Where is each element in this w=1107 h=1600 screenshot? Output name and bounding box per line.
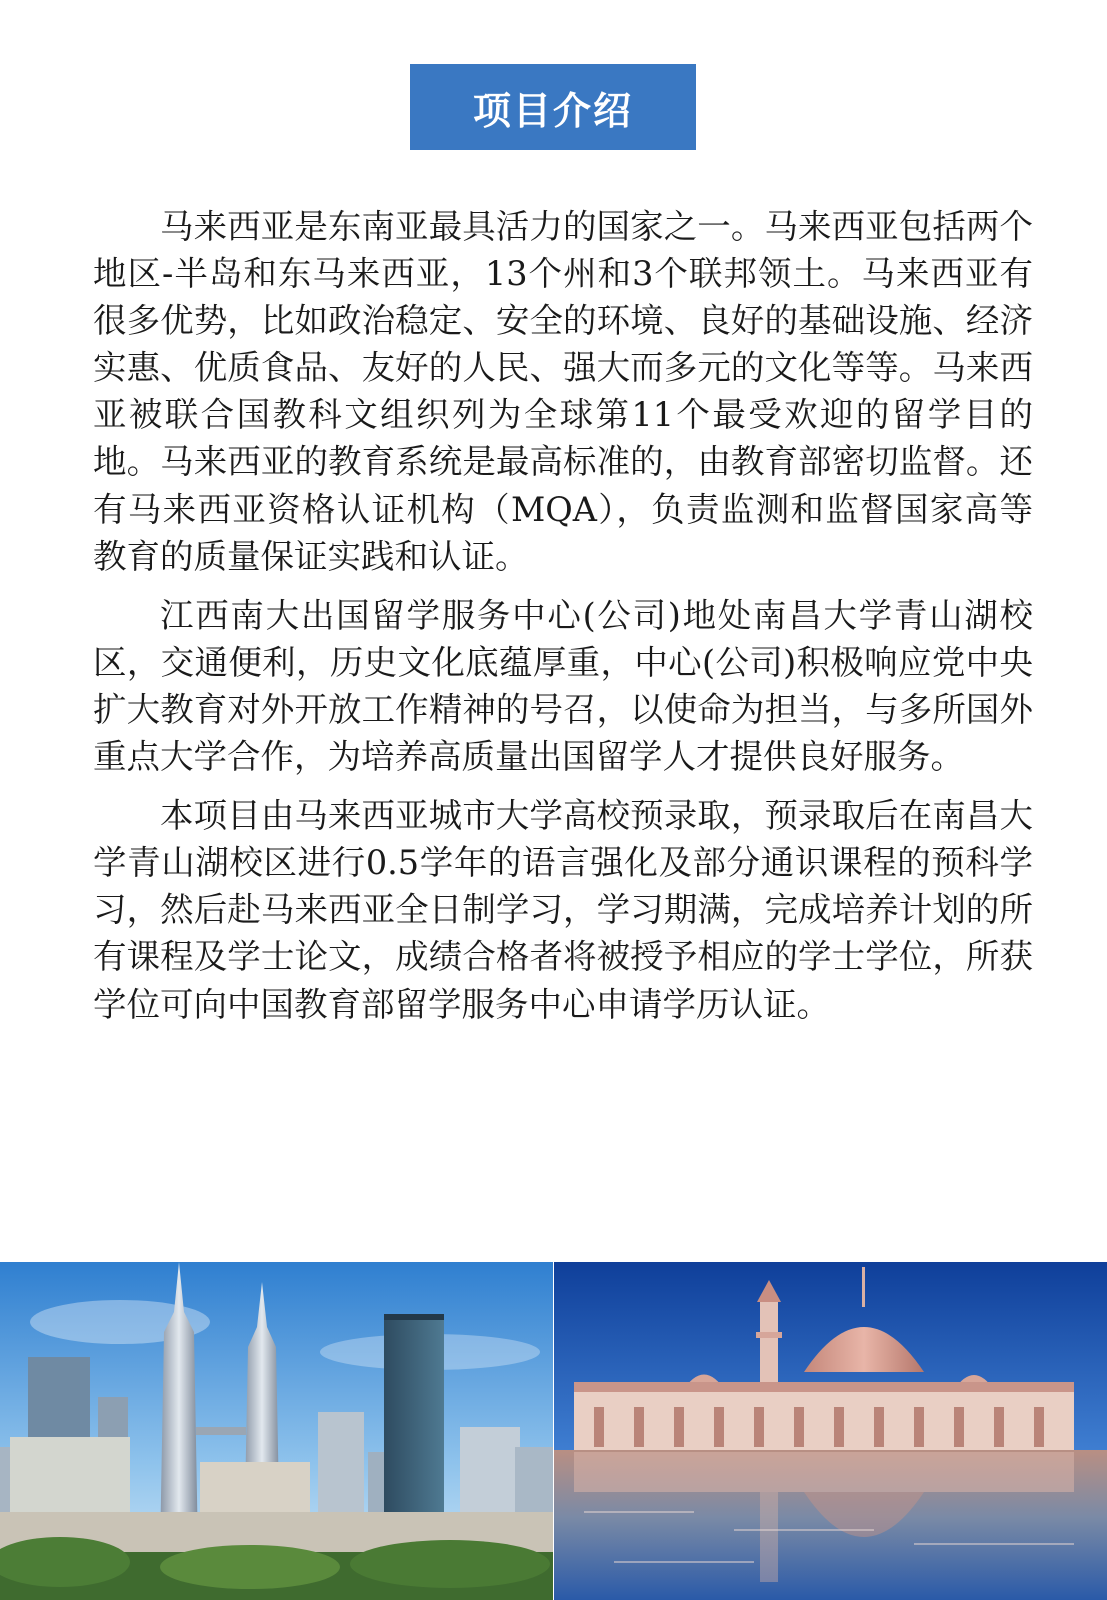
paragraph-program-details: 本项目由马来西亚城市大学高校预录取，预录取后在南昌大学青山湖校区进行0.5学年的语言强化及部分通识课程的预科学习，然后赴马来西亚全日制学习，学习期满，完成培养计划的所有课程及学士论文，成绩合格者将被授予相应的学士学位，所获学位可向中国教育部留学服务中心申请学历认证。 [93,796,1033,1024]
putra-mosque-photo [554,1262,1107,1600]
page-title: 项目介绍 [472,88,633,133]
photo-strip [0,1262,1107,1600]
kuala-lumpur-skyline-photo [0,1262,553,1600]
title-banner [410,64,696,150]
paragraph-malaysia-overview: 马来西亚是东南亚最具活力的国家之一。马来西亚包括两个地区-半岛和东马来西亚，13个州和3个联邦领土。马来西亚有很多优势，比如政治稳定、安全的环境、良好的基础设施、经济实惠、优质食品、友好的人民、强大而多元的文化等等。马来西亚被联合国教科文组织列为全球第11个最受欢迎的留学目的地。马来西亚的教育系统是最高标准的，由教育部密切监督。还有马来西亚资格认证机构（MQA），负责监测和监督国家高等教育的质量保证实践和认证。 [93,207,1033,576]
intro-text [93,203,1033,1040]
paragraph-service-center: 江西南大出国留学服务中心(公司)地处南昌大学青山湖校区，交通便利，历史文化底蕴厚重，中心(公司)积极响应党中央扩大教育对外开放工作精神的号召，以使命为担当，与多所国外重点大学合作，为培养高质量出国留学人才提供良好服务。 [93,595,1033,777]
